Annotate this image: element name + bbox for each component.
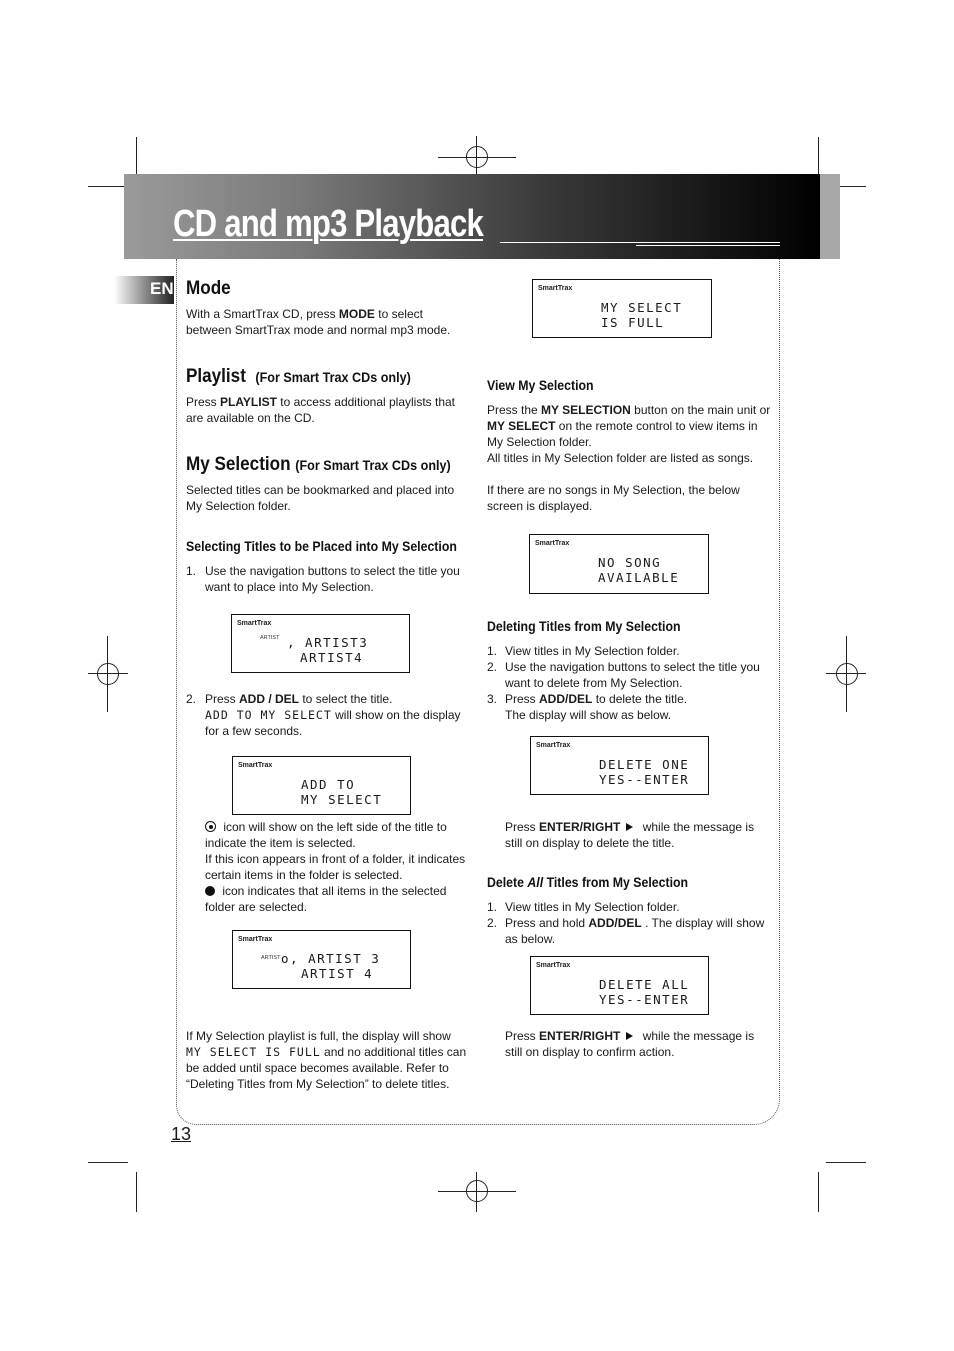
view-empty-text: If there are no songs in My Selection, the below screen is displayed. xyxy=(487,483,740,513)
lcd-brand: SmartTrax xyxy=(535,540,570,547)
lcd-display-add xyxy=(232,756,411,815)
lcd-line-2: YES--ENTER xyxy=(599,992,690,1007)
playlist-heading: Playlist (For Smart Trax CDs only) xyxy=(186,366,411,387)
playlist-text: Press PLAYLIST to access additional playlists that are available on the CD. xyxy=(186,395,456,425)
deleting-step-1: View titles in My Selection folder. xyxy=(505,644,680,658)
lcd-artist-tag: ARTIST xyxy=(261,955,281,961)
lcd-line-1: NO SONG xyxy=(598,555,662,570)
lcd-artist-tag: ARTIST xyxy=(260,635,280,641)
selecting-step-1: Use the navigation buttons to select the title you want to place into My Selection. xyxy=(205,564,460,594)
step-number: 1. xyxy=(487,644,498,658)
delete-all-step-1: View titles in My Selection folder. xyxy=(505,900,680,914)
title-rule xyxy=(500,242,780,243)
lcd-brand: SmartTrax xyxy=(238,936,273,943)
delete-one-confirm: Press ENTER/RIGHT while the message is still on display to delete the title. xyxy=(505,820,755,850)
lcd-brand: SmartTrax xyxy=(237,620,272,627)
page-number: 13 xyxy=(171,1124,192,1144)
full-note: If My Selection playlist is full, the display will show MY SELECT IS FULL and no additional titles can be added until space becomes available. Refer to “Deleting Titles from My Selection” to delete titles. xyxy=(186,1029,467,1091)
deleting-heading: Deleting Titles from My Selection xyxy=(487,618,681,634)
lcd-line-2: IS FULL xyxy=(601,315,665,330)
lcd-line-2: ARTIST 4 xyxy=(301,966,374,981)
icon-note-1: icon will show on the left side of the title to indicate the item is selected. xyxy=(205,820,447,850)
language-label: EN xyxy=(150,279,174,298)
step-number: 1. xyxy=(186,564,197,578)
deleting-step-2: Use the navigation buttons to select the title you want to delete from My Selection. xyxy=(505,660,760,690)
step-number: 2. xyxy=(186,692,197,706)
lcd-display-nosong xyxy=(529,534,709,594)
delete-all-step-2: Press and hold ADD/DEL . The display will show as below. xyxy=(505,916,765,946)
step-number: 2. xyxy=(487,660,498,674)
step-number: 1. xyxy=(487,900,498,914)
lcd-line-2: MY SELECT xyxy=(301,792,383,807)
selecting-heading: Selecting Titles to be Placed into My Selection xyxy=(186,538,457,554)
lcd-display-nav xyxy=(231,614,410,673)
deleting-step-3: Press ADD/DEL to delete the title. The display will show as below. xyxy=(505,692,688,722)
lcd-line-1: , ARTIST3 xyxy=(287,635,369,650)
my-selection-text: Selected titles can be bookmarked and placed into My Selection folder. xyxy=(186,483,455,513)
step-number: 3. xyxy=(487,692,498,706)
lcd-brand: SmartTrax xyxy=(538,285,573,292)
lcd-line-1: ADD TO xyxy=(301,777,356,792)
header-edge-tab xyxy=(820,174,840,259)
mode-heading: Mode xyxy=(186,278,231,299)
lcd-line-1: o, ARTIST 3 xyxy=(281,951,381,966)
step-number: 2. xyxy=(487,916,498,930)
icon-note-2: If this icon appears in front of a folder, it indicates certain items in the folder is selected. xyxy=(205,852,466,882)
delete-all-confirm: Press ENTER/RIGHT while the message is still on display to confirm action. xyxy=(505,1029,755,1059)
mode-text: With a SmartTrax CD, press MODE to select between SmartTrax mode and normal mp3 mode. xyxy=(186,307,451,337)
view-heading: View My Selection xyxy=(487,377,594,393)
lcd-display-delete-one xyxy=(530,736,709,795)
lcd-line-2: AVAILABLE xyxy=(598,570,680,585)
lcd-line-2: ARTIST4 xyxy=(300,650,364,665)
all-selected-icon xyxy=(205,886,215,896)
lcd-display-delete-all xyxy=(530,956,709,1015)
lcd-line-2: YES--ENTER xyxy=(599,772,690,787)
lcd-brand: SmartTrax xyxy=(238,762,273,769)
icon-note-3: icon indicates that all items in the selected folder are selected. xyxy=(205,884,447,914)
lcd-brand: SmartTrax xyxy=(536,962,571,969)
view-text: Press the MY SELECTION button on the main unit or MY SELECT on the remote control to view items in My Selection folder. All titles in My Selection folder are listed as songs. xyxy=(487,403,771,465)
lcd-line-1: MY SELECT xyxy=(601,300,683,315)
delete-all-heading: Delete All Titles from My Selection xyxy=(487,874,689,890)
selecting-step-2: Press ADD / DEL to select the title. ADD TO MY SELECT will show on the display for a few seconds. xyxy=(205,692,461,738)
lcd-display-selected xyxy=(232,930,411,989)
page-title: CD and mp3 Playback xyxy=(173,203,483,245)
right-arrow-icon xyxy=(626,1032,633,1040)
my-selection-heading: My Selection (For Smart Trax CDs only) xyxy=(186,454,451,475)
right-arrow-icon xyxy=(626,823,633,831)
lcd-line-1: DELETE ALL xyxy=(599,977,690,992)
lcd-display-full xyxy=(532,279,712,338)
lcd-brand: SmartTrax xyxy=(536,742,571,749)
title-rule-2 xyxy=(636,245,780,246)
partial-selection-icon xyxy=(205,821,216,832)
lcd-line-1: DELETE ONE xyxy=(599,757,690,772)
